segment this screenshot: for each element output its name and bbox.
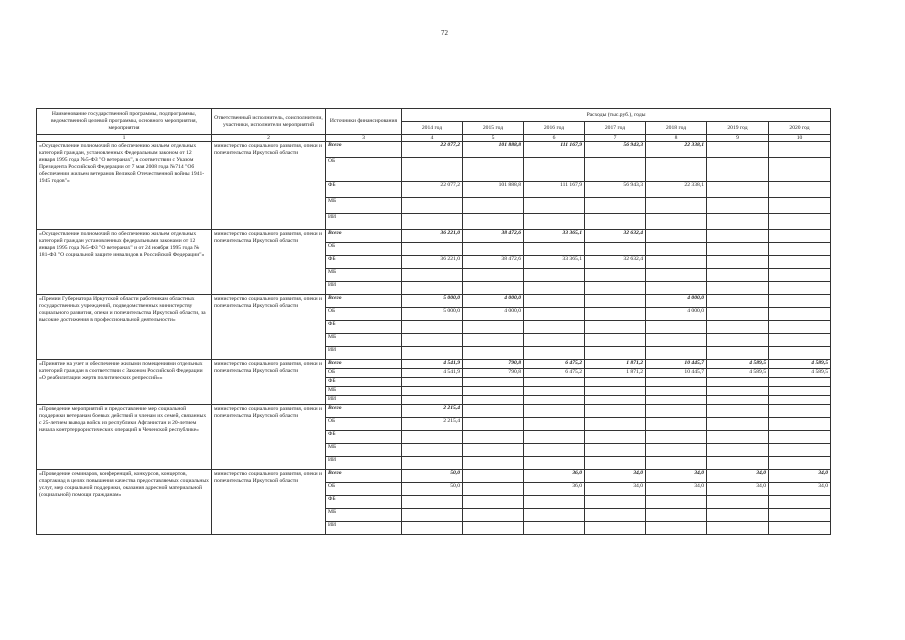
expense-value: [402, 321, 463, 334]
responsible-executor: министерство социального развития, опеки и попечительства Иркутской области: [212, 230, 326, 295]
table-row: [37, 295, 831, 308]
expense-value: [402, 444, 463, 457]
expense-value: [402, 496, 463, 509]
expense-value: 36,0: [524, 470, 585, 483]
expense-value: [707, 387, 769, 396]
expense-value: [463, 496, 524, 509]
funding-source: МБ: [326, 334, 402, 347]
expense-value: [585, 158, 646, 182]
column-number: 1: [37, 135, 212, 142]
expense-value: 101 888,8: [463, 182, 524, 198]
funding-source: МБ: [326, 387, 402, 396]
funding-source: ФБ: [326, 321, 402, 334]
expense-value: [463, 396, 524, 405]
expense-value: [402, 198, 463, 214]
expense-value: [585, 418, 646, 431]
expense-value: [707, 158, 769, 182]
expense-value: 34,0: [707, 470, 769, 483]
expense-value: 5 000,0: [402, 308, 463, 321]
expense-value: 38 472,6: [463, 256, 524, 269]
expense-value: 6 475,2: [524, 360, 585, 369]
expense-value: [707, 378, 769, 387]
header-year: 2015 год: [463, 122, 524, 135]
expense-value: [463, 444, 524, 457]
funding-source: МБ: [326, 444, 402, 457]
expense-value: [402, 243, 463, 256]
expense-value: [769, 457, 831, 470]
header-year: 2014 год: [402, 122, 463, 135]
expense-value: [769, 431, 831, 444]
expense-value: [769, 396, 831, 405]
expense-value: [524, 431, 585, 444]
expense-value: [646, 522, 707, 535]
expense-value: [585, 496, 646, 509]
program-name: «Осуществление полномочий по обеспечению жильем отдельных категорий граждан установленных федеральными законами от 12 января 1995 года №5-ФЗ "О ветеранах" и от 24 ноября 1995 года № 181-ФЗ "О социальной защите инвалидов в Российской Федерации"»: [37, 230, 212, 295]
column-number: 10: [769, 135, 831, 142]
expense-value: 22 338,1: [646, 182, 707, 198]
expense-value: [524, 214, 585, 230]
expense-value: 4 589,5: [707, 360, 769, 369]
expense-value: 34,0: [769, 470, 831, 483]
expense-value: 5 000,0: [402, 295, 463, 308]
expense-value: [646, 457, 707, 470]
expense-value: 34,0: [585, 470, 646, 483]
expense-value: [707, 396, 769, 405]
expense-value: [524, 457, 585, 470]
expense-value: 1 871,2: [585, 360, 646, 369]
column-number: 4: [402, 135, 463, 142]
expense-value: [769, 158, 831, 182]
funding-source: ФБ: [326, 256, 402, 269]
expense-value: [402, 522, 463, 535]
column-number: 8: [646, 135, 707, 142]
expense-value: [646, 334, 707, 347]
column-number: 7: [585, 135, 646, 142]
expense-value: [646, 256, 707, 269]
header-program: Наименование государственной программы, подпрограммы, ведомственной целевой программы, основного мероприятия, мероприятия: [37, 109, 212, 135]
expense-value: [707, 256, 769, 269]
header-year: 2017 год: [585, 122, 646, 135]
expense-value: 50,0: [402, 483, 463, 496]
funding-source: ИИ: [326, 522, 402, 535]
expense-value: 101 888,8: [463, 142, 524, 158]
expense-value: [769, 418, 831, 431]
expense-value: [707, 496, 769, 509]
funding-source: ОБ: [326, 308, 402, 321]
expense-value: 34,0: [585, 483, 646, 496]
expense-value: [769, 269, 831, 282]
expense-value: [769, 214, 831, 230]
expense-value: [585, 378, 646, 387]
expense-value: [585, 308, 646, 321]
expense-value: [646, 214, 707, 230]
expense-value: [402, 282, 463, 295]
expense-value: [402, 378, 463, 387]
expense-value: [646, 396, 707, 405]
expense-value: [463, 214, 524, 230]
expense-value: [707, 347, 769, 360]
expense-value: [646, 198, 707, 214]
expense-value: [585, 198, 646, 214]
expense-value: [707, 509, 769, 522]
funding-source: ИИ: [326, 282, 402, 295]
expense-value: 2 215,4: [402, 418, 463, 431]
expense-value: [646, 405, 707, 418]
expense-value: 34,0: [769, 483, 831, 496]
program-name: «Проведение семинаров, конференций, конкурсов, концертов, спартакиад в целях повышения качества предоставляемых социальных услуг, мер социальной поддержки, оказания адресной материальной (социальной) помощи гражданам»: [37, 470, 212, 535]
expense-value: 22 077,2: [402, 142, 463, 158]
expense-value: [769, 308, 831, 321]
expense-value: [585, 444, 646, 457]
expense-value: [707, 457, 769, 470]
expense-value: [402, 334, 463, 347]
expense-value: 111 167,9: [524, 142, 585, 158]
funding-source: ОБ: [326, 369, 402, 378]
funding-source: МБ: [326, 509, 402, 522]
expense-value: [646, 509, 707, 522]
funding-source: МБ: [326, 269, 402, 282]
funding-source: ФБ: [326, 182, 402, 198]
expense-value: [463, 509, 524, 522]
expense-value: [524, 321, 585, 334]
expense-value: 32 632,4: [585, 230, 646, 243]
expense-value: [463, 522, 524, 535]
responsible-executor: министерство социального развития, опеки и попечительства Иркутской области: [212, 142, 326, 230]
expense-value: [707, 269, 769, 282]
expense-value: [707, 418, 769, 431]
expense-value: [524, 509, 585, 522]
expense-value: 36 221,0: [402, 230, 463, 243]
funding-source: ОБ: [326, 158, 402, 182]
expense-value: [524, 243, 585, 256]
expense-value: [585, 509, 646, 522]
program-name: «Проведение мероприятий и предоставление мер социальной поддержки ветеранам боевых действий и членам их семей, связанных с 25-летием вывода войск из республики Афганистан и 20-летием начала контртеррористических операций в Чеченской республике»: [37, 405, 212, 470]
expense-value: [707, 321, 769, 334]
table-row: [37, 142, 831, 158]
expense-value: [463, 387, 524, 396]
expense-value: [646, 431, 707, 444]
column-number: 5: [463, 135, 524, 142]
expense-value: [585, 321, 646, 334]
expense-value: 34,0: [646, 470, 707, 483]
expense-value: 4 589,5: [707, 369, 769, 378]
expense-value: [769, 378, 831, 387]
expense-value: [585, 282, 646, 295]
expense-value: [585, 347, 646, 360]
expense-value: [524, 334, 585, 347]
expense-value: [524, 308, 585, 321]
expense-value: 790,8: [463, 369, 524, 378]
expense-value: [524, 396, 585, 405]
expense-value: [707, 198, 769, 214]
expense-value: [402, 396, 463, 405]
funding-source: Всего: [326, 230, 402, 243]
expense-value: [769, 198, 831, 214]
expense-value: [463, 457, 524, 470]
expense-value: [646, 282, 707, 295]
funding-source: ИИ: [326, 457, 402, 470]
expense-value: [707, 142, 769, 158]
program-name: «Принятие на учет и обеспечение жилыми помещениями отдельных категорий граждан в соответствии с Законом Российской Федерации «О реабилитации жертв политических репрессий»»: [37, 360, 212, 405]
expense-value: [524, 347, 585, 360]
header-year: 2019 год: [707, 122, 769, 135]
expense-value: [585, 295, 646, 308]
column-number: 6: [524, 135, 585, 142]
expense-value: [463, 243, 524, 256]
expense-value: 111 167,9: [524, 182, 585, 198]
funding-source: ИИ: [326, 214, 402, 230]
expense-value: [402, 158, 463, 182]
expense-value: [402, 347, 463, 360]
expense-value: [769, 509, 831, 522]
expense-value: [707, 444, 769, 457]
expense-value: [769, 182, 831, 198]
expense-value: 6 475,2: [524, 369, 585, 378]
expense-value: [769, 282, 831, 295]
expense-value: 56 943,3: [585, 142, 646, 158]
expense-value: 4 000,0: [463, 295, 524, 308]
expense-value: [646, 418, 707, 431]
funding-source: ОБ: [326, 243, 402, 256]
expense-value: [524, 387, 585, 396]
expense-value: 36 221,0: [402, 256, 463, 269]
funding-source: Всего: [326, 405, 402, 418]
expense-value: [524, 444, 585, 457]
expense-value: 790,8: [463, 360, 524, 369]
responsible-executor: министерство социального развития, опеки и попечительства Иркутской области: [212, 360, 326, 405]
expense-value: [524, 269, 585, 282]
column-number: 2: [212, 135, 326, 142]
expense-value: [585, 243, 646, 256]
expense-value: [646, 243, 707, 256]
header-responsible: Ответственный исполнитель, соисполнители, участники, исполнители мероприятий: [212, 109, 326, 135]
expense-value: [402, 457, 463, 470]
expense-value: [646, 444, 707, 457]
program-name: «Осуществление полномочий по обеспечению жильем отдельных категорий граждан, установленных Федеральным законом от 12 января 1995 года №5-ФЗ "О ветеранах", в соответствии с Указом Президента Российской Федерации от 7 мая 2008 года №714 "Об обеспечении жильем ветеранов Великой Отечественной войны 1941-1945 годов"»: [37, 142, 212, 230]
expense-value: 34,0: [707, 483, 769, 496]
funding-source: ФБ: [326, 496, 402, 509]
expense-value: [524, 158, 585, 182]
funding-source: Всего: [326, 470, 402, 483]
expense-value: [769, 405, 831, 418]
expense-value: [585, 214, 646, 230]
expense-value: [463, 418, 524, 431]
header-year: 2016 год: [524, 122, 585, 135]
funding-source: Всего: [326, 360, 402, 369]
expense-value: 36,0: [524, 483, 585, 496]
expense-value: [463, 431, 524, 444]
expense-value: [769, 387, 831, 396]
expense-value: [524, 198, 585, 214]
expense-value: 22 338,1: [646, 142, 707, 158]
expense-value: [585, 522, 646, 535]
expense-value: 33 365,1: [524, 256, 585, 269]
expense-value: [524, 405, 585, 418]
expense-value: [769, 522, 831, 535]
expense-value: 10 445,7: [646, 369, 707, 378]
expense-value: [707, 295, 769, 308]
expense-value: [646, 269, 707, 282]
expense-value: 4 000,0: [646, 295, 707, 308]
expense-value: 32 632,4: [585, 256, 646, 269]
expense-value: [707, 334, 769, 347]
expense-value: [707, 308, 769, 321]
expense-value: 4 000,0: [646, 308, 707, 321]
expense-value: [463, 282, 524, 295]
expense-value: [463, 198, 524, 214]
funding-source: МБ: [326, 198, 402, 214]
header-year: 2018 год: [646, 122, 707, 135]
expense-value: [463, 405, 524, 418]
expense-value: [646, 387, 707, 396]
expense-value: [646, 158, 707, 182]
expense-value: [707, 243, 769, 256]
expense-value: [646, 378, 707, 387]
expense-value: [585, 269, 646, 282]
expense-value: [524, 418, 585, 431]
expense-value: [463, 158, 524, 182]
expense-value: [707, 282, 769, 295]
expense-value: [463, 483, 524, 496]
page-number: 72: [441, 29, 448, 37]
table-row: [37, 230, 831, 243]
expense-value: [769, 444, 831, 457]
expense-value: [769, 243, 831, 256]
expense-value: [524, 378, 585, 387]
expense-value: [769, 230, 831, 243]
expenses-table: [36, 108, 831, 535]
expense-value: 4 541,9: [402, 369, 463, 378]
expense-value: 10 445,7: [646, 360, 707, 369]
expense-value: 50,0: [402, 470, 463, 483]
column-number: 3: [326, 135, 402, 142]
expense-value: 4 000,0: [463, 308, 524, 321]
funding-source: Всего: [326, 295, 402, 308]
expense-value: [524, 522, 585, 535]
expense-value: [402, 214, 463, 230]
expense-value: [585, 457, 646, 470]
funding-source: Всего: [326, 142, 402, 158]
expense-value: [463, 334, 524, 347]
funding-source: ИИ: [326, 396, 402, 405]
expense-value: [402, 269, 463, 282]
expense-value: [646, 230, 707, 243]
expense-value: [524, 282, 585, 295]
expense-value: 56 943,3: [585, 182, 646, 198]
expense-value: [585, 387, 646, 396]
expense-value: 2 215,4: [402, 405, 463, 418]
expense-value: [463, 269, 524, 282]
expense-value: [769, 334, 831, 347]
expense-value: [769, 347, 831, 360]
expense-value: 4 541,9: [402, 360, 463, 369]
header-expenses: Расходы (тыс.руб.), годы: [402, 109, 831, 122]
table-row: [37, 405, 831, 418]
expense-value: [463, 321, 524, 334]
expense-value: 38 472,6: [463, 230, 524, 243]
expense-value: [463, 347, 524, 360]
expense-value: 22 077,2: [402, 182, 463, 198]
expense-value: [707, 405, 769, 418]
header-year: 2020 год: [769, 122, 831, 135]
funding-source: ФБ: [326, 431, 402, 444]
expense-value: [707, 522, 769, 535]
responsible-executor: министерство социального развития, опеки и попечительства Иркутской области: [212, 470, 326, 535]
expense-value: [402, 431, 463, 444]
expense-value: 4 589,5: [769, 360, 831, 369]
expense-value: [769, 142, 831, 158]
table-row: [37, 470, 831, 483]
expense-value: [463, 378, 524, 387]
expense-value: [585, 334, 646, 347]
expense-value: 4 589,5: [769, 369, 831, 378]
expense-value: [402, 387, 463, 396]
table-row: [37, 360, 831, 369]
expense-value: [402, 509, 463, 522]
expense-value: 34,0: [646, 483, 707, 496]
program-name: «Премии Губернатора Иркутской области работникам областных государственных учреждений, подведомственных министерству социального развития, опеки и попечительства Иркутской области, за высокие достижения в профессиональной деятельности»: [37, 295, 212, 360]
expense-value: [646, 321, 707, 334]
expense-value: [707, 182, 769, 198]
funding-source: ОБ: [326, 483, 402, 496]
header-sources: Источники финансирования: [326, 109, 402, 135]
expense-value: [646, 347, 707, 360]
expense-value: [524, 496, 585, 509]
expense-value: [707, 214, 769, 230]
expense-value: [707, 230, 769, 243]
expense-value: [585, 405, 646, 418]
funding-source: ОБ: [326, 418, 402, 431]
funding-source: ФБ: [326, 378, 402, 387]
expense-value: 33 365,1: [524, 230, 585, 243]
expense-value: 1 871,2: [585, 369, 646, 378]
column-number: 9: [707, 135, 769, 142]
funding-source: ИИ: [326, 347, 402, 360]
expense-value: [585, 396, 646, 405]
responsible-executor: министерство социального развития, опеки и попечительства Иркутской области: [212, 295, 326, 360]
responsible-executor: министерство социального развития, опеки и попечительства Иркутской области: [212, 405, 326, 470]
expense-value: [769, 256, 831, 269]
expense-value: [585, 431, 646, 444]
expense-value: [646, 496, 707, 509]
expense-value: [769, 295, 831, 308]
expense-value: [463, 470, 524, 483]
expense-value: [769, 321, 831, 334]
expense-value: [707, 431, 769, 444]
expense-value: [524, 295, 585, 308]
expense-value: [769, 496, 831, 509]
